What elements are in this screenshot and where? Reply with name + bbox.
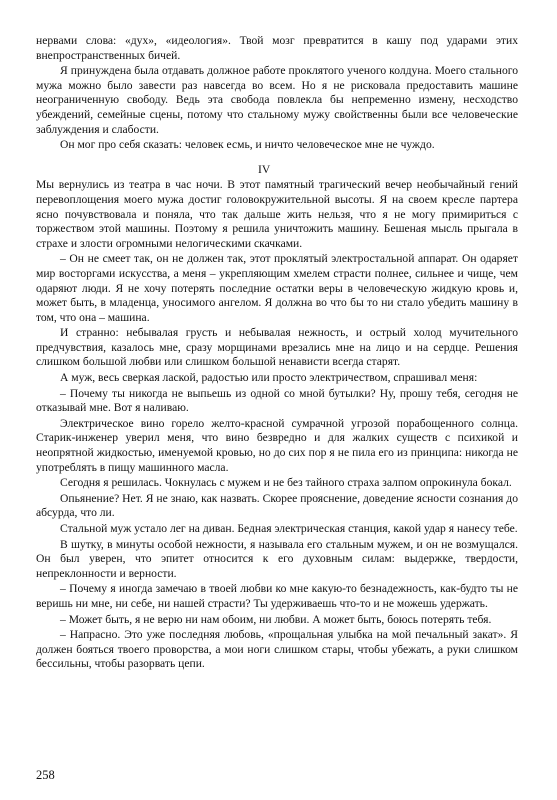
paragraph: – Напрасно. Это уже последняя любовь, «прощальная улыбка на мой печальный закат». Я должен бояться твоего проворства, а мои ноги слишком стары, чтобы убежать, а руки слишком бессильны, чтобы разорвать цепи. [36,628,518,671]
paragraph: Стальной муж устало лег на диван. Бедная электрическая станция, какой удар я нанесу тебе. [60,522,518,535]
paragraph: В шутку, в минуты особой нежности, я называла его стальным мужем, и он не возмущался. Он был уверен, что эпитет относится к его духовным силам: выдержке, твердости, непреклонности и верности. [36,537,518,580]
paragraph: – Почему ты никогда не выпьешь из одной со мной бутылки? Ну, прошу тебя, сегодня не отказывай мне. Вот я наливаю. [36,386,518,415]
text-block-before-section [36,34,518,153]
paragraph: Я принуждена была отдавать должное работе проклятого ученого колдуна. Моего стального мужа можно было завести раз навсегда во всем. Но я не рисковала предоставить машине неограниченную свободу. Ведь эта свобода повлекла бы непременно измену, несходство убеждений, семейные сцены, потому что стальному мужу свойственны были все человеческие заблуждения и слабости. [36,64,518,136]
paragraph: нервами слова: «дух», «идеология». Твой мозг превратится в кашу под ударами этих внепространственных бичей. [36,34,518,62]
page-number: 258 [36,768,55,782]
section-number: IV [258,162,271,176]
paragraph: – Он не смеет так, он не должен так, этот проклятый электростальной аппарат. Он одаряет мир восторгами искусства, а меня – укрепляющим хмелем страсти полнее, сильнее и чище, чем одаряют люди. Я не хочу потерять последние остатки веры в человеческую жидкую кровь и, может быть, в младенца, уносимого ангелом. Я должна во что бы то ни стало убедить машину в том, что она – машина. [36,252,518,324]
paragraph: А муж, весь сверкая лаской, радостью или просто электричеством, спрашивал меня: [60,371,478,385]
paragraph: – Может быть, я не верю ни нам обоим, ни любви. А может быть, боюсь потерять тебя. [60,612,492,626]
paragraph: Мы вернулись из театра в час ночи. В этот памятный трагический вечер необычайный гений перевоплощения моего мужа достиг головокружительной высоты. Я на своем кресле партера ясно почувствовала и поняла, что так дальше жить нельзя, что я не могу примириться с торжеством этой машины. Поэтому я решила уничтожить машину. Бешеная мысль прыгала в страхе и злости огромными нелогическими скачками. [36,178,518,250]
paragraph: Электрическое вино горело желто-красной сумрачной угрозой порабощенного солнца. Старик-инженер уверил меня, что вино безвредно и для жалких существ с психикой и неопрятной жидкостью, именуемой кровью, но до сих пор я не пила его из принципа: никогда не употреблять в пищу машинного масла. [36,416,518,474]
paragraph: И странно: небывалая грусть и небывалая нежность, и острый холод мучительного предчувствия, казалось мне, сразу морщинами врезались мне на лицо и на сердце. Решения слишком большой любви или слишком большой ненависти всегда старят. [36,326,518,369]
paragraph: Опьянение? Нет. Я не знаю, как назвать. Скорее прояснение, доведение ясности сознания до абсурда, что ли. [36,491,518,520]
paragraph: Он мог про себя сказать: человек есмь, и ничто человеческое мне не чуждо. [60,138,435,152]
paragraph: – Почему я иногда замечаю в твоей любви ко мне какую-то безнадежность, как-будто ты не веришь ни мне, ни себе, ни нашей страсти? Ты удерживаешь что-то и не можешь удержать. [36,582,518,610]
paragraph: Сегодня я решилась. Чокнулась с мужем и не без тайного страха залпом опрокинула бокал. [60,476,512,490]
text-block-after-section [36,178,518,672]
page-body [36,34,518,673]
